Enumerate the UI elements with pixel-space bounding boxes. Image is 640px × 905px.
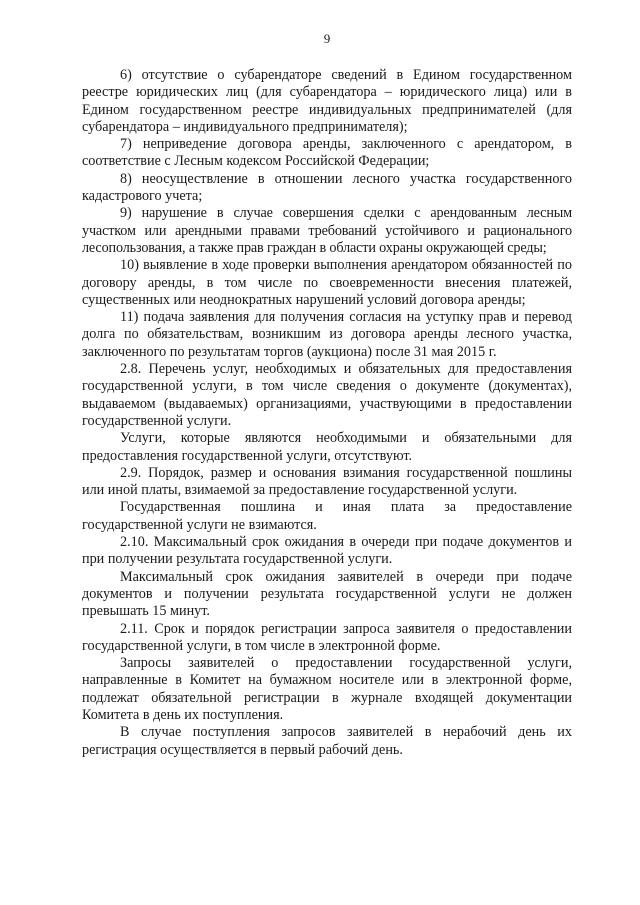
section-2-9-heading: 2.9. Порядок, размер и основания взимания государственной пошлины или иной платы, взимаемой за предоставление государственной услуги. [82, 464, 572, 499]
paragraph-item-9: 9) нарушение в случае совершения сделки с арендованным лесным участком или арендными правами требований устойчивого и рационального лесопользования, а также прав граждан в области охраны окружающей среды; [82, 205, 572, 256]
section-2-8-heading: 2.8. Перечень услуг, необходимых и обязательных для предоставления государственной услуги, в том числе сведения о документе (документах), выдаваемом (выдаваемых) организациями, участвующими в предоставлении государственной услуги. [82, 361, 572, 429]
paragraph-item-6: 6) отсутствие о субарендаторе сведений в Едином государственном реестре юридических лиц (для субарендатора – юридического лица) или в Едином государственном реестре индивидуальных предпринимателей (для субарендатора – индивидуального предпринимателя); [82, 67, 572, 135]
section-2-8-text: Услуги, которые являются необходимыми и обязательными для предоставления государственной услуги, отсутствуют. [82, 430, 572, 464]
page-number: 9 [323, 31, 331, 46]
section-2-11-heading: 2.11. Срок и порядок регистрации запроса заявителя о предоставлении государственной услуги, в том числе в электронной форме. [82, 620, 572, 654]
section-2-9-text: Государственная пошлина и иная плата за предоставление государственной услуги не взимаются. [82, 499, 572, 533]
paragraph-item-10: 10) выявление в ходе проверки выполнения арендатором обязанностей по договору аренды, в том числе по своевременности внесения платежей, существенных или неоднократных нарушений условий договора аренды; [82, 257, 572, 308]
section-2-11-text-1: Запросы заявителей о предоставлении государственной услуги, направленные в Комитет на бумажном носителе или в электронной форме, подлежат обязательной регистрации в журнале входящей документации Комитета в день их поступления. [82, 655, 572, 723]
section-2-10-text: Максимальный срок ожидания заявителей в очереди при подаче документов и получении результата государственной услуги не должен превышать 15 минут. [82, 568, 572, 620]
section-2-11-text-2: В случае поступления запросов заявителей в нерабочий день их регистрация осуществляется в первый рабочий день. [82, 724, 572, 758]
paragraph-item-11: 11) подача заявления для получения согласия на уступку прав и перевод долга по обязательствам, возникшим из договора аренды лесного участка, заключенного по результатам торгов (аукциона) после 31 мая 2015 г. [82, 309, 572, 360]
paragraph-item-7: 7) неприведение договора аренды, заключенного с арендатором, в соответствие с Лесным кодексом Российской Федерации; [82, 136, 572, 170]
paragraph-item-8: 8) неосуществление в отношении лесного участка государственного кадастрового учета; [82, 170, 572, 205]
section-2-10-heading: 2.10. Максимальный срок ожидания в очереди при подаче документов и при получении результата государственной услуги. [82, 534, 572, 568]
